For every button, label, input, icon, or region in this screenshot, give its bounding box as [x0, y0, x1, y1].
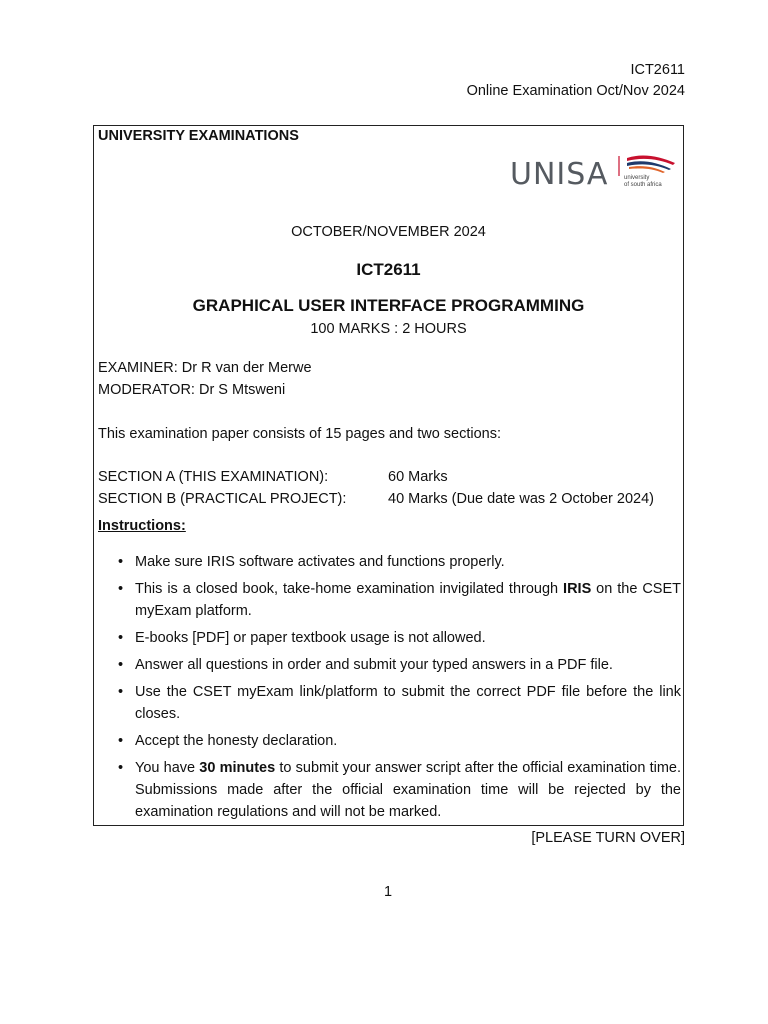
instruction-text: E-books [PDF] or paper textbook usage is not allowed.: [135, 630, 486, 646]
list-item: • This is a closed book, take-home examination invigilated through IRIS on the CSET myExam platform.: [118, 581, 681, 619]
paper-description: This examination paper consists of 15 pages and two sections:: [98, 426, 502, 442]
module-title: GRAPHICAL USER INTERFACE PROGRAMMING: [192, 296, 585, 315]
instruction-text: You have: [135, 760, 200, 776]
section-a-marks: 60 Marks: [388, 469, 448, 485]
list-item: • Accept the honesty declaration.: [118, 733, 338, 749]
section-a-label: SECTION A (THIS EXAMINATION):: [98, 469, 329, 485]
unisa-logo: [510, 154, 678, 194]
unisa-sub-line2: of south africa: [624, 182, 662, 188]
please-turn-over: [PLEASE TURN OVER]: [531, 830, 685, 846]
instruction-text: Accept the honesty declaration.: [135, 733, 338, 749]
unisa-subtitle: [624, 175, 684, 189]
exam-session: OCTOBER/NOVEMBER 2024: [291, 224, 486, 240]
unisa-wordmark: UNISA: [510, 157, 609, 192]
instruction-text: Answer all questions in order and submit your typed answers in a PDF file.: [135, 657, 613, 673]
instruction-emphasis: IRIS: [563, 581, 592, 597]
marks-duration: 100 MARKS : 2 HOURS: [310, 321, 467, 337]
page-number: 1: [383, 884, 393, 900]
instruction-emphasis: 30 minutes: [199, 760, 276, 776]
unisa-sub-line1: university: [624, 175, 650, 181]
instruction-text: This is a closed book, take-home examination invigilated through: [135, 581, 564, 597]
list-item: • E-books [PDF] or paper textbook usage is not allowed.: [118, 630, 486, 646]
university-examinations-heading: UNIVERSITY EXAMINATIONS: [98, 128, 299, 144]
instruction-text: Make sure IRIS software activates and functions properly.: [135, 554, 505, 570]
instructions-list: [118, 551, 681, 828]
page-header: [467, 60, 685, 102]
moderator-line: MODERATOR: Dr S Mtsweni: [98, 382, 286, 398]
examiner-line: EXAMINER: Dr R van der Merwe: [98, 360, 312, 376]
cover-box: [93, 125, 684, 826]
list-item: • Answer all questions in order and submit your typed answers in a PDF file.: [118, 657, 613, 673]
section-b-label: SECTION B (PRACTICAL PROJECT):: [98, 491, 347, 507]
list-item: • You have 30 minutes to submit your answer script after the official examination time. Submissions made after the official examination time will be rejected by the examination regulations and will not be marked.: [118, 760, 682, 820]
module-code: ICT2611: [356, 260, 421, 279]
header-course-code: ICT2611: [630, 62, 685, 78]
unisa-swoosh-icon: [617, 154, 677, 176]
instructions-heading: Instructions:: [98, 518, 186, 534]
header-exam-label: Online Examination Oct/Nov 2024: [466, 83, 685, 99]
instruction-text: to submit your answer script after the official examination time. Submissions made after the official examination time will be rejected by the examination regulations and will not be marked.: [135, 760, 682, 820]
list-item: • Use the CSET myExam link/platform to submit the correct PDF file before the link closes.: [118, 684, 681, 722]
section-b-marks: 40 Marks (Due date was 2 October 2024): [388, 491, 654, 507]
instruction-text: on the CSET myExam platform.: [135, 581, 681, 619]
instruction-text: Use the CSET myExam link/platform to submit the correct PDF file before the link closes.: [135, 684, 681, 722]
list-item: • Make sure IRIS software activates and functions properly.: [118, 554, 505, 570]
